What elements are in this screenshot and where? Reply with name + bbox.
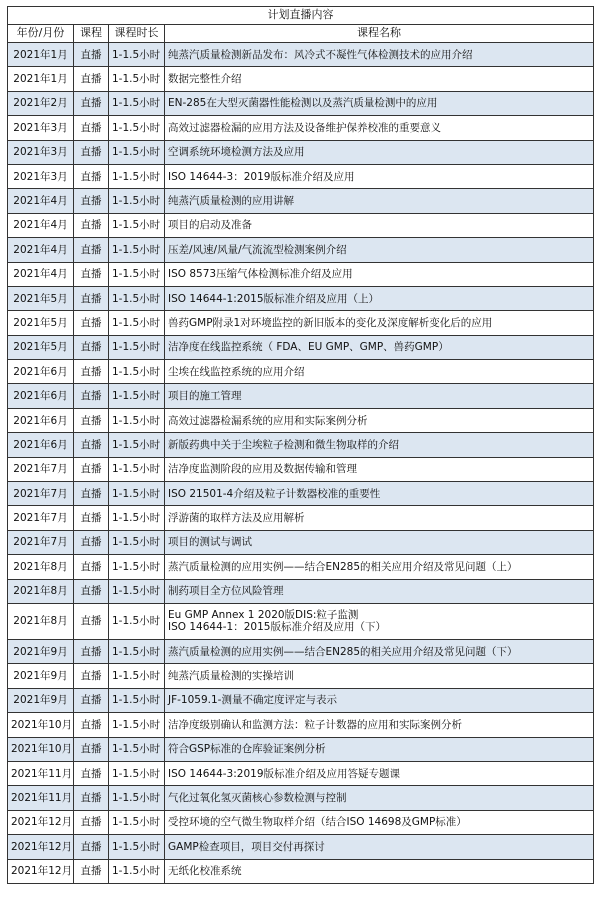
cell-month: 2021年5月 [8,335,74,359]
cell-course-type: 直播 [74,360,109,384]
cell-duration: 1-1.5小时 [109,360,165,384]
course-name-line: 无纸化校准系统 [168,865,242,878]
table-row [8,189,594,213]
cell-course-name [165,189,594,213]
table-row [8,384,594,408]
course-name-line: 气化过氧化氢灭菌核心参数检测与控制 [168,791,347,804]
cell-course-type: 直播 [74,761,109,785]
cell-course-name [165,555,594,579]
cell-course-type: 直播 [74,433,109,457]
cell-month: 2021年8月 [8,579,74,603]
table-row [8,506,594,530]
cell-course-name [165,664,594,688]
table-row [8,335,594,359]
cell-month: 2021年11月 [8,786,74,810]
course-name-line: JF-1059.1-测量不确定度评定与表示 [168,694,337,707]
cell-duration: 1-1.5小时 [109,579,165,603]
cell-duration: 1-1.5小时 [109,189,165,213]
header-course-name: 课程名称 [165,25,594,43]
course-name-line: 制药项目全方位风险管理 [168,585,284,598]
course-name-line: 高效过滤器检漏的应用方法及设备维护保养校准的重要意义 [168,121,441,134]
table-row [8,116,594,140]
course-name-line: 蒸汽质量检测的应用实例——结合EN285的相关应用介绍及常见问题（上） [168,560,518,573]
cell-course-type: 直播 [74,530,109,554]
course-name-line: 洁净度在线监控系统（ FDA、EU GMP、GMP、兽药GMP） [168,341,449,354]
cell-duration: 1-1.5小时 [109,639,165,663]
cell-course-type: 直播 [74,810,109,834]
cell-course-type: 直播 [74,262,109,286]
cell-course-type: 直播 [74,786,109,810]
cell-course-name [165,859,594,883]
cell-duration: 1-1.5小时 [109,603,165,639]
course-name-line: ISO 14644-1：2015版标准介绍及应用（下） [168,621,386,634]
cell-month: 2021年1月 [8,67,74,91]
cell-duration: 1-1.5小时 [109,713,165,737]
cell-course-type: 直播 [74,737,109,761]
cell-duration: 1-1.5小时 [109,482,165,506]
cell-course-type: 直播 [74,91,109,115]
cell-duration: 1-1.5小时 [109,457,165,481]
cell-course-name [165,737,594,761]
course-name-line: 符合GSP标准的仓库验证案例分析 [168,743,326,756]
table-body [8,43,594,884]
cell-course-name [165,262,594,286]
cell-duration: 1-1.5小时 [109,67,165,91]
course-name-line: 高效过滤器检漏系统的应用和实际案例分析 [168,414,368,427]
course-name-line: 受控环境的空气微生物取样介绍（结合ISO 14698及GMP标准） [168,816,467,829]
cell-course-name [165,530,594,554]
cell-month: 2021年6月 [8,384,74,408]
table-row [8,688,594,712]
cell-course-name [165,761,594,785]
cell-month: 2021年6月 [8,360,74,384]
cell-course-name [165,433,594,457]
cell-duration: 1-1.5小时 [109,786,165,810]
cell-course-type: 直播 [74,238,109,262]
cell-month: 2021年9月 [8,639,74,663]
table-row [8,555,594,579]
cell-duration: 1-1.5小时 [109,91,165,115]
cell-course-type: 直播 [74,482,109,506]
cell-course-name [165,164,594,188]
cell-duration: 1-1.5小时 [109,140,165,164]
cell-duration: 1-1.5小时 [109,335,165,359]
cell-month: 2021年8月 [8,555,74,579]
cell-month: 2021年9月 [8,688,74,712]
cell-course-name [165,116,594,140]
cell-duration: 1-1.5小时 [109,530,165,554]
course-name-line: ISO 14644-1:2015版标准介绍及应用（上） [168,292,379,305]
table-row [8,91,594,115]
cell-course-type: 直播 [74,639,109,663]
cell-course-name [165,238,594,262]
cell-course-type: 直播 [74,213,109,237]
cell-duration: 1-1.5小时 [109,433,165,457]
cell-month: 2021年10月 [8,713,74,737]
cell-month: 2021年4月 [8,189,74,213]
cell-duration: 1-1.5小时 [109,688,165,712]
cell-month: 2021年5月 [8,311,74,335]
table-row [8,262,594,286]
cell-duration: 1-1.5小时 [109,238,165,262]
cell-course-name [165,603,594,639]
course-name-line: 项目的测试与调试 [168,536,252,549]
cell-month: 2021年7月 [8,482,74,506]
course-name-line: GAMP检查项目，项目交付再探讨 [168,840,325,853]
cell-month: 2021年6月 [8,408,74,432]
cell-duration: 1-1.5小时 [109,761,165,785]
cell-month: 2021年3月 [8,116,74,140]
header-duration: 课程时长 [109,25,165,43]
cell-course-type: 直播 [74,140,109,164]
cell-duration: 1-1.5小时 [109,311,165,335]
cell-month: 2021年4月 [8,262,74,286]
header-month: 年份/月份 [8,25,74,43]
cell-duration: 1-1.5小时 [109,213,165,237]
cell-course-name [165,713,594,737]
table-row [8,761,594,785]
cell-course-type: 直播 [74,335,109,359]
cell-month: 2021年12月 [8,859,74,883]
cell-course-name [165,786,594,810]
cell-course-type: 直播 [74,859,109,883]
cell-month: 2021年4月 [8,213,74,237]
table-row [8,238,594,262]
cell-duration: 1-1.5小时 [109,664,165,688]
cell-course-type: 直播 [74,43,109,67]
cell-month: 2021年12月 [8,810,74,834]
cell-course-name [165,67,594,91]
table-row [8,530,594,554]
cell-course-name [165,335,594,359]
cell-course-name [165,810,594,834]
cell-course-type: 直播 [74,116,109,140]
table-row [8,810,594,834]
cell-course-name [165,579,594,603]
table-row [8,835,594,859]
cell-course-type: 直播 [74,408,109,432]
cell-month: 2021年7月 [8,457,74,481]
course-name-line: 纯蒸汽质量检测的实操培训 [168,670,294,683]
course-name-line: Eu GMP Annex 1 2020版DIS:粒子监测 [168,609,359,622]
cell-course-type: 直播 [74,835,109,859]
table-row [8,360,594,384]
course-name-line: EN-285在大型灭菌器性能检测以及蒸汽质量检测中的应用 [168,97,438,110]
cell-month: 2021年3月 [8,140,74,164]
cell-course-name [165,457,594,481]
course-name-line: 项目的启动及准备 [168,219,252,232]
header-course-type: 课程 [74,25,109,43]
course-name-line: ISO 14644-3:2019版标准介绍及应用答疑专题课 [168,767,400,780]
cell-month: 2021年5月 [8,286,74,310]
table-row [8,43,594,67]
cell-month: 2021年1月 [8,43,74,67]
cell-course-name [165,43,594,67]
cell-course-type: 直播 [74,164,109,188]
table-row [8,140,594,164]
table-row [8,664,594,688]
course-name-line: 项目的施工管理 [168,390,242,403]
cell-course-type: 直播 [74,603,109,639]
live-course-table [7,6,594,884]
table-row [8,164,594,188]
header-row [8,25,594,43]
cell-month: 2021年10月 [8,737,74,761]
cell-course-type: 直播 [74,384,109,408]
cell-duration: 1-1.5小时 [109,810,165,834]
course-name-line: 尘埃在线监控系统的应用介绍 [168,365,305,378]
cell-course-name [165,213,594,237]
cell-month: 2021年12月 [8,835,74,859]
cell-duration: 1-1.5小时 [109,43,165,67]
cell-course-type: 直播 [74,713,109,737]
course-name-line: ISO 8573压缩气体检测标准介绍及应用 [168,268,353,281]
cell-duration: 1-1.5小时 [109,116,165,140]
course-name-line: 纯蒸汽质量检测的应用讲解 [168,195,294,207]
table-row [8,311,594,335]
cell-course-type: 直播 [74,555,109,579]
cell-course-type: 直播 [74,189,109,213]
cell-course-name [165,140,594,164]
cell-course-name [165,311,594,335]
cell-course-type: 直播 [74,579,109,603]
course-name-line: 纯蒸汽质量检测新品发布：风冷式不凝性气体检测技术的应用介绍 [168,48,473,61]
course-name-line: 洁净度级别确认和监测方法：粒子计数器的应用和实际案例分析 [168,718,462,731]
cell-duration: 1-1.5小时 [109,286,165,310]
cell-course-type: 直播 [74,286,109,310]
cell-duration: 1-1.5小时 [109,384,165,408]
cell-duration: 1-1.5小时 [109,262,165,286]
cell-course-type: 直播 [74,67,109,91]
cell-duration: 1-1.5小时 [109,408,165,432]
cell-course-name [165,506,594,530]
cell-duration: 1-1.5小时 [109,555,165,579]
cell-course-type: 直播 [74,457,109,481]
cell-course-name [165,286,594,310]
cell-duration: 1-1.5小时 [109,506,165,530]
cell-duration: 1-1.5小时 [109,835,165,859]
table-row [8,457,594,481]
table-row [8,482,594,506]
course-name-line: 空调系统环境检测方法及应用 [168,146,305,159]
cell-course-name [165,360,594,384]
cell-month: 2021年2月 [8,91,74,115]
course-name-line: 兽药GMP附录1对环境监控的新旧版本的变化及深度解析变化后的应用 [168,316,493,329]
course-name-line: 浮游菌的取样方法及应用解析 [168,512,305,525]
course-name-line: 蒸汽质量检测的应用实例——结合EN285的相关应用介绍及常见问题（下） [168,645,518,658]
course-name-line: 洁净度监测阶段的应用及数据传输和管理 [168,463,357,476]
table-row [8,67,594,91]
course-name-line: 新版药典中关于尘埃粒子检测和微生物取样的介绍 [168,438,399,451]
cell-course-name [165,835,594,859]
cell-month: 2021年9月 [8,664,74,688]
table-row [8,433,594,457]
cell-duration: 1-1.5小时 [109,859,165,883]
table-row [8,579,594,603]
table-row [8,213,594,237]
table-row [8,639,594,663]
cell-course-name [165,384,594,408]
course-name-line: ISO 14644-3：2019版标准介绍及应用 [168,170,355,183]
cell-month: 2021年6月 [8,433,74,457]
cell-month: 2021年8月 [8,603,74,639]
cell-month: 2021年11月 [8,761,74,785]
cell-duration: 1-1.5小时 [109,737,165,761]
cell-course-name [165,688,594,712]
course-name-line: 数据完整性介绍 [168,73,242,86]
cell-month: 2021年7月 [8,530,74,554]
table-row [8,603,594,639]
cell-month: 2021年7月 [8,506,74,530]
table-row [8,859,594,883]
cell-course-type: 直播 [74,311,109,335]
table-row [8,786,594,810]
cell-course-type: 直播 [74,506,109,530]
table-row [8,286,594,310]
table-title: 计划直播内容 [8,7,594,25]
table-row [8,713,594,737]
cell-course-name [165,639,594,663]
cell-course-type: 直播 [74,664,109,688]
cell-course-name [165,408,594,432]
course-name-line: 压差/风速/风量/气流流型检测案例介绍 [168,243,347,256]
course-name-line: ISO 21501-4介绍及粒子计数器校准的重要性 [168,487,381,500]
cell-duration: 1-1.5小时 [109,164,165,188]
table-row [8,408,594,432]
cell-course-name [165,482,594,506]
cell-month: 2021年4月 [8,238,74,262]
cell-month: 2021年3月 [8,164,74,188]
cell-course-name [165,91,594,115]
cell-course-type: 直播 [74,688,109,712]
table-row [8,737,594,761]
